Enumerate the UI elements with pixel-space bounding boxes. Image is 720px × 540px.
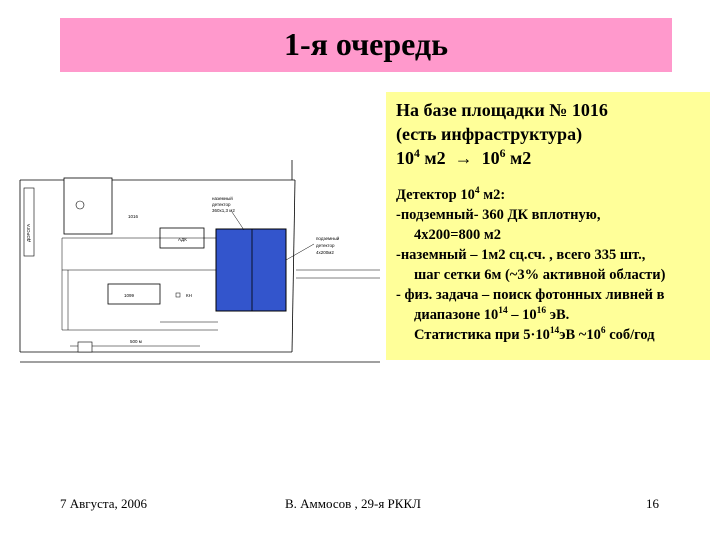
label-adk: АДК <box>178 237 187 242</box>
site-line-2: (есть инфраструктура) <box>396 124 583 144</box>
ground-detector-label-1: наземный <box>212 196 233 201</box>
detector-info <box>396 185 708 345</box>
footer-date: 7 Августа, 2006 <box>60 496 147 511</box>
detector-line-1: -подземный- 360 ДК вплотную, <box>396 207 601 223</box>
page-number: 16 <box>646 496 659 511</box>
detector-line-6-mid: – 10 <box>507 307 537 323</box>
building-1016 <box>64 178 112 234</box>
site-line-1: На базе площадки № 1016 <box>396 100 608 120</box>
label-1099: 1099 <box>124 293 135 298</box>
area-b-unit: м2 <box>505 148 532 168</box>
detector-line-7-exp1: 14 <box>549 326 560 337</box>
label-kn: КН <box>186 293 192 298</box>
area-a-exp: 4 <box>414 147 420 160</box>
detector-line-6-exp2: 16 <box>536 306 547 317</box>
ground-detector-label-2: детектор <box>212 202 231 207</box>
detector-line-7 <box>396 325 708 345</box>
under-detector-label-3: 4х200м2 <box>316 250 334 255</box>
detector-line-4: шаг сетки 6м (~3% активной области) <box>414 267 666 283</box>
detector-line-5: - физ. задача – поиск фотонных ливней в <box>396 287 665 303</box>
slide-title: 1-я очередь <box>283 26 449 62</box>
tower-icon <box>76 201 84 209</box>
under-detector-label-2: детектор <box>316 243 335 248</box>
label-1016: 1016 <box>128 214 139 219</box>
kn-marker <box>176 293 180 297</box>
footer-author: В. Аммосов , 29-я РККЛ <box>285 496 421 511</box>
area-b-base: 10 <box>481 148 500 168</box>
info-panel <box>386 92 710 360</box>
ground-detector-leader <box>232 212 244 230</box>
area-b-exp: 6 <box>499 147 506 160</box>
area-a-base: 10 <box>396 148 414 168</box>
arrow-icon: → <box>454 148 473 168</box>
detector-heading-post: м2: <box>479 187 506 203</box>
detector-line-7-mid: эВ ~10 <box>559 327 601 343</box>
road-label: ДОРОГА <box>26 223 31 242</box>
area-a-unit: м2 <box>419 148 446 168</box>
detector-heading-pre: Детектор 10 <box>396 187 475 203</box>
detector-heading-exp: 4 <box>474 186 480 197</box>
detector-heading <box>396 185 708 205</box>
detector-line-7-exp2: 6 <box>600 326 606 337</box>
detector-line-3: -наземный – 1м2 сц.сч. , всего 335 шт., <box>396 247 646 263</box>
detector-line-7-pre: Статистика при 5·10 <box>414 327 550 343</box>
under-detector-label-1: подземный <box>316 236 340 241</box>
detector-line-6-pre: диапазоне 10 <box>414 307 499 323</box>
detector-line-2: 4х200=800 м2 <box>414 227 502 243</box>
ground-detector-label-3: 360х1,3 м2 <box>212 208 235 213</box>
road <box>24 188 34 256</box>
site-line-3 <box>396 146 608 170</box>
detector-line-7-post: соб/год <box>605 327 655 343</box>
site-map <box>0 160 380 370</box>
under-detector-leader <box>286 244 314 260</box>
detector-line-6-exp1: 14 <box>498 306 508 317</box>
detector-area <box>216 229 286 311</box>
site-info <box>396 98 608 170</box>
detector-line-6 <box>396 305 708 325</box>
scale-label: 500 м <box>130 339 142 344</box>
gate-marker <box>78 342 92 352</box>
detector-line-6-post: эВ. <box>546 307 570 323</box>
title-banner <box>60 18 672 72</box>
